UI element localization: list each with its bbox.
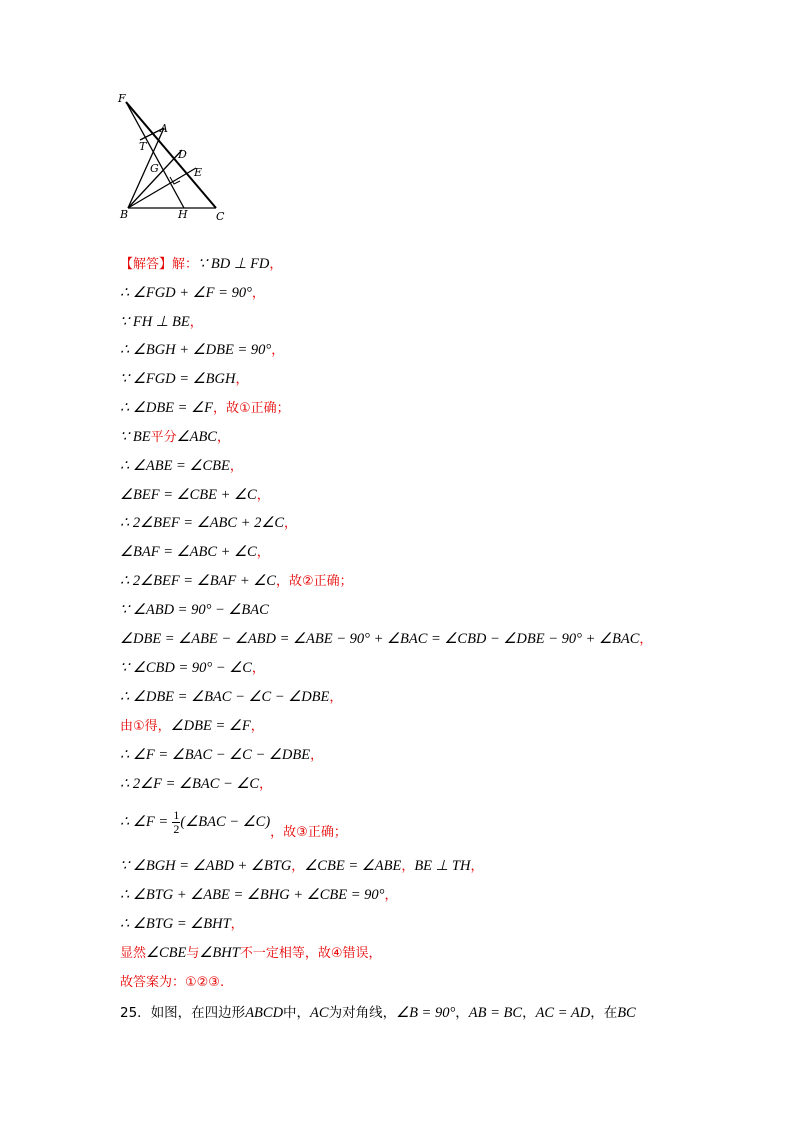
- line-tail: ，: [250, 719, 264, 734]
- segment-fc: [126, 102, 216, 208]
- solution-header: 【解答】解：: [120, 257, 199, 272]
- line-tail: ，: [235, 372, 249, 387]
- line-tail: ，: [259, 777, 273, 792]
- math-expr: ∴ ∠FGD + ∠F = 90°: [120, 285, 252, 301]
- line-tail: 不一定相等，故④错误，: [239, 946, 382, 961]
- question-text-6: ，在: [590, 1005, 618, 1021]
- question-math-3: ∠B = 90°: [396, 1005, 456, 1021]
- label-h: H: [178, 208, 188, 221]
- math-expr: ∴ ∠DBE = ∠BAC − ∠C − ∠DBE: [120, 689, 330, 705]
- math-expr: ∵ BD ⊥ FD: [198, 256, 270, 272]
- question-text-4: ，: [455, 1005, 469, 1021]
- line-tail: ，: [384, 888, 398, 903]
- solution-line-7: [120, 428, 230, 447]
- math-expr: ∴ 2∠F = ∠BAC − ∠C: [120, 776, 260, 792]
- line-tail: ，: [310, 748, 324, 763]
- line-tail: ，故①正确；: [212, 401, 290, 416]
- solution-line-22: [120, 915, 244, 934]
- label-b: B: [120, 208, 129, 221]
- math-expr: ∵ ∠CBD = 90° − ∠C: [120, 660, 252, 676]
- math-expr: ∵ ∠ABD = 90° − ∠BAC: [120, 602, 269, 618]
- line-tail: ，: [470, 859, 484, 874]
- math-expr: ∴ ∠BTG = ∠BHT: [120, 916, 231, 932]
- math-expr: ∴ ∠ABE = ∠CBE: [120, 458, 230, 474]
- solution-line-21: [120, 886, 397, 905]
- solution-line-4: [120, 341, 284, 360]
- solution-line-14: [120, 630, 652, 649]
- solution-line-1: [120, 255, 282, 274]
- math-expr: ∠DBE = ∠F: [170, 718, 251, 734]
- solution-line-5: [120, 370, 249, 389]
- label-g: G: [150, 162, 159, 175]
- solution-line-17: [120, 717, 264, 736]
- line-tail: ，: [189, 315, 203, 330]
- line-prefix: 显然: [120, 946, 147, 961]
- solution-line-11: [120, 543, 270, 562]
- solution-line-18: [120, 746, 323, 765]
- math-expr-3: BE ⊥ TH: [414, 858, 471, 874]
- segment-bd: [128, 150, 182, 208]
- math-expr: ∵ ∠FGD = ∠BGH: [120, 371, 236, 387]
- math-expr: ∵ BE: [120, 429, 151, 445]
- math-expr: ∠BEF = ∠CBE + ∠C: [120, 487, 257, 503]
- solution-line-13: [120, 601, 269, 619]
- question-math-2: AC: [310, 1005, 329, 1021]
- line-tail: ，: [256, 488, 270, 503]
- solution-line-9: [120, 486, 270, 505]
- line-tail: ，: [216, 430, 230, 445]
- question-25: [120, 1001, 636, 1022]
- math-expr: ∴ ∠F = ∠BAC − ∠C − ∠DBE: [120, 747, 311, 763]
- line-mid-text: 与: [186, 946, 200, 961]
- math-lhs: ∴ ∠F =: [120, 814, 169, 830]
- label-t: T: [139, 140, 147, 153]
- solution-line-23: [120, 944, 381, 963]
- label-e: E: [194, 166, 203, 179]
- fraction-numerator: 1: [173, 808, 180, 822]
- fraction-denominator: 2: [173, 822, 180, 836]
- math-expr: ∵ FH ⊥ BE: [120, 314, 190, 330]
- segment-be: [128, 168, 196, 208]
- line-tail: ，: [230, 917, 244, 932]
- line-tail: ，: [639, 632, 653, 647]
- question-math-6: BC: [617, 1005, 636, 1021]
- solution-line-8: [120, 457, 243, 476]
- question-math-5: AC = AD: [535, 1005, 591, 1021]
- solution-line-16: [120, 688, 342, 707]
- line-tail: ，: [284, 516, 298, 531]
- math-expr: ∴ ∠BGH + ∠DBE = 90°: [120, 342, 272, 358]
- label-a: A: [160, 122, 168, 135]
- line-tail: ，: [271, 343, 285, 358]
- math-expr: ∠BAF = ∠ABC + ∠C: [120, 544, 257, 560]
- math-expr: ∵ ∠BGH = ∠ABD + ∠BTG: [120, 858, 292, 874]
- math-expr: ∴ ∠BTG + ∠ABE = ∠BHG + ∠CBE = 90°: [120, 887, 385, 903]
- answer-text: 故答案为：①②③.: [120, 975, 225, 990]
- question-text-5: ，: [522, 1005, 536, 1021]
- math-expr: ∴ 2∠BEF = ∠ABC + 2∠C: [120, 515, 285, 531]
- line-mid-text: 平分: [150, 430, 177, 445]
- question-number: 25．: [120, 1005, 151, 1021]
- question-text-1: 如图，在四边形: [150, 1005, 246, 1021]
- separator-2: ，: [401, 859, 415, 874]
- question-text-2: 中，: [283, 1005, 311, 1021]
- math-expr-2: ∠ABC: [176, 429, 217, 445]
- question-math-4: AB = BC: [468, 1005, 523, 1021]
- solution-line-20: [120, 857, 483, 876]
- label-d: D: [178, 148, 187, 161]
- question-text-3: 为对角线，: [328, 1005, 397, 1021]
- question-math-1: ABCD: [245, 1005, 284, 1021]
- math-expr-2: ∠CBE = ∠ABE: [304, 858, 402, 874]
- solution-line-12: [120, 572, 353, 591]
- math-expr: ∴ 2∠BEF = ∠BAF + ∠C: [120, 573, 276, 589]
- line-tail: ，故②正确；: [275, 574, 353, 589]
- math-expr: ∠DBE = ∠ABE − ∠ABD = ∠ABE − 90° + ∠BAC = ∠CBD − ∠DBE − 90° + ∠BAC: [120, 631, 640, 647]
- geometry-figure: [112, 88, 232, 224]
- line-tail: ，: [269, 257, 283, 272]
- label-c: C: [216, 210, 225, 223]
- triangle-diagram: [112, 88, 232, 224]
- line-tail: ，: [251, 661, 265, 676]
- line-tail: ，故③正确；: [270, 825, 347, 840]
- solution-line-10: [120, 514, 297, 533]
- solution-answer: [120, 973, 224, 992]
- line-prefix: 由①得，: [120, 719, 171, 734]
- math-expr: ∴ ∠DBE = ∠F: [120, 400, 213, 416]
- line-tail: ，: [329, 690, 343, 705]
- solution-line-fraction: [120, 807, 347, 838]
- label-f: F: [118, 92, 126, 105]
- math-expr-2: ∠BHT: [199, 945, 240, 961]
- math-rhs: (∠BAC − ∠C): [180, 814, 271, 830]
- solution-line-15: [120, 659, 265, 678]
- separator: ，: [291, 859, 305, 874]
- math-expr: ∠CBE: [146, 945, 187, 961]
- solution-line-3: [120, 313, 203, 332]
- line-tail: ，: [229, 459, 243, 474]
- solution-line-19: [120, 775, 272, 794]
- solution-line-6: [120, 399, 290, 418]
- line-tail: ，: [251, 286, 265, 301]
- line-tail: ，: [256, 545, 270, 560]
- solution-line-2: [120, 284, 265, 303]
